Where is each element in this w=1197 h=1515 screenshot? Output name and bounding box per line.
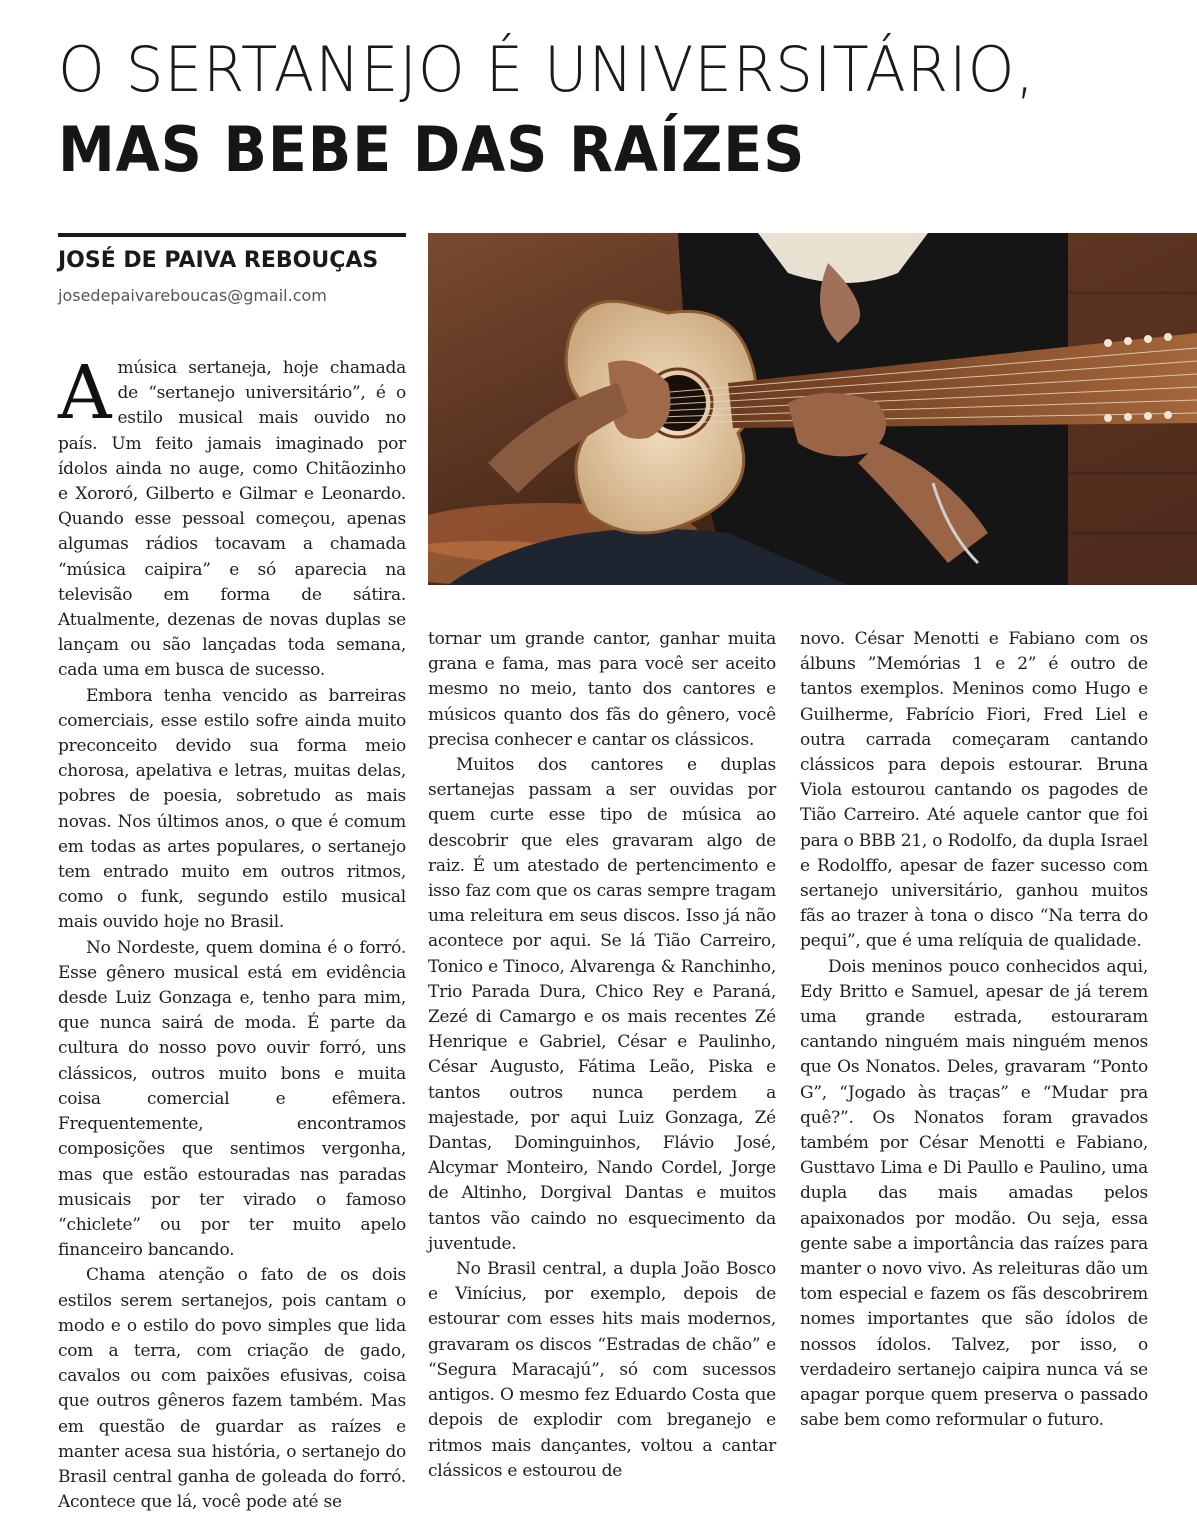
- article-paragraph: Muitos dos cantores e duplas sertanejas passam a ser ouvidas por quem curte esse tipo de música ao descobrir que eles gravaram algo de raiz. É um atestado de pertencimento e isso faz com que os caras sempre tragam uma releitura em seus discos. Isso já não acontece por aqui. Se lá Tião Carreiro, Tonico e Tinoco, Alvarenga & Ranchinho, Trio Parada Dura, Chico Rey e Paraná, Zezé di Camargo e os mais recentes Zé Henrique e Gabriel, César e Paulinho, César Augusto, Fátima Leão, Piska e tantos outros nunca perdem a majestade, por aqui Luiz Gonzaga, Zé Dantas, Dominguinhos, Flávio José, Alcymar Monteiro, Nando Cordel, Jorge de Altinho, Dorgival Dantas e muitos tantos vão caindo no esquecimento da juventude.: [428, 755, 776, 1254]
- article-paragraph: novo. César Menotti e Fabiano com os álbuns ”Memórias 1 e 2” é outro de tantos exemplos. Meninos como Hugo e Guilherme, Fabrício Fiori, Fred Liel e outra carrada começaram cantando clássicos para depois estourar. Bruna Viola estourou cantando os pagodes de Tião Carreiro. Até aquele cantor que foi para o BBB 21, o Rodolfo, da dupla Israel e Rodolffo, apesar de fazer sucesso com sertanejo universitário, ganhou muitos fãs ao trazer à tona o disco “Na terra do pequi”, que é uma relíquia de qualidade.: [800, 629, 1148, 952]
- drop-cap: A: [58, 350, 112, 436]
- article-paragraph: Embora tenha vencido as barreiras comerciais, esse estilo sofre ainda muito preconceito devido sua forma meio chorosa, apelativa e letras, muitas delas, pobres de poesia, sobretudo as mais novas. Nos últimos anos, o que é comum em todas as artes populares, o sertanejo tem entrado muito em outros ritmos, como o funk, segundo estilo musical mais ouvido hoje no Brasil.: [58, 685, 406, 933]
- article-paragraph: Chama atenção o fato de os dois estilos serem sertanejos, pois cantam o modo e o estilo do povo simples que lida com a terra, com criação de gado, cavalos ou com paixões efusivas, coisa que outros gêneros fazem também. Mas em questão de guardar as raízes e manter acesa sua história, o sertanejo do Brasil central ganha de goleada do forró. Acontece que lá, você pode até se: [58, 1265, 406, 1513]
- article-paragraph: No Nordeste, quem domina é o forró. Esse gênero musical está em evidência desde Luiz Gonzaga e, tenho para mim, que nunca sairá de moda. É parte da cultura do nosso povo ouvir forró, uns clássicos, outros muito bons e muita coisa comercial e efêmera. Frequentemente, encontramos composições que sentimos vergonha, mas que estão estouradas nas paradas musicais por ter virado o famoso “chiclete” ou por ter muito apelo financeiro bancando.: [58, 937, 406, 1261]
- article-column-3: [800, 627, 1148, 1434]
- article-column-2: [428, 627, 776, 1484]
- article-paragraph: No Brasil central, a dupla João Bosco e Vinícius, por exemplo, depois de estourar com esses hits mais modernos, gravaram os discos “Estradas de chão” e “Segura Maracajú”, só com sucessos antigos. O mesmo fez Eduardo Costa que depois de explodir com breganejo e ritmos mais dançantes, voltou a cantar clássicos e estourou de: [428, 1259, 776, 1481]
- headline-line-2: MAS BEBE DAS RAÍZES: [58, 113, 806, 186]
- article-photo: [428, 233, 1197, 585]
- article-column-1: [58, 350, 406, 1515]
- article-paragraph: tornar um grande cantor, ganhar muita grana e fama, mas para você ser aceito mesmo no meio, tanto dos cantores e músicos quanto dos fãs do gênero, você precisa conhecer e cantar os clássicos.: [428, 629, 776, 750]
- article-paragraph: Dois meninos pouco conhecidos aqui, Edy Britto e Samuel, apesar de já terem uma grande estrada, estouraram cantando ninguém mais ninguém menos que Os Nonatos. Deles, gravaram “Ponto G”, “Jogado às traças” e “Mudar pra quê?”. Os Nonatos foram gravados também por César Menotti e Fabiano, Gusttavo Lima e Di Paullo e Paulino, uma dupla das mais amadas pelos apaixonados por modão. Ou seja, essa gente sabe a importância das raízes para manter o novo vivo. As releituras dão um tom especial e fazem os fãs descobrirem nomes importantes que são ídolos de nossos ídolos. Talvez, por isso, o verdadeiro sertanejo caipira nunca vá se apagar porque quem preserva o passado sabe bem como reformular o futuro.: [800, 956, 1148, 1431]
- author-email: josedepaivareboucas@gmail.com: [58, 286, 327, 305]
- author-name: JOSÉ DE PAIVA REBOUÇAS: [58, 248, 379, 273]
- headline-line-1: O SERTANEJO É UNIVERSITÁRIO,: [58, 33, 1036, 106]
- author-divider: [58, 233, 406, 237]
- article-paragraph: música sertaneja, hoje chamada de “sertanejo universitário”, é o estilo musical mais ouvido no país. Um feito jamais imaginado por ídolos ainda no auge, como Chitãozinho e Xororó, Gilberto e Gilmar e Leonardo. Quando esse pessoal começou, apenas algumas rádios tocavam a chamada “música caipira” e só aparecia na televisão em forma de sátira. Atualmente, dezenas de novas duplas se lançam ou são lançadas toda semana, cada uma em busca de sucesso.: [58, 358, 406, 681]
